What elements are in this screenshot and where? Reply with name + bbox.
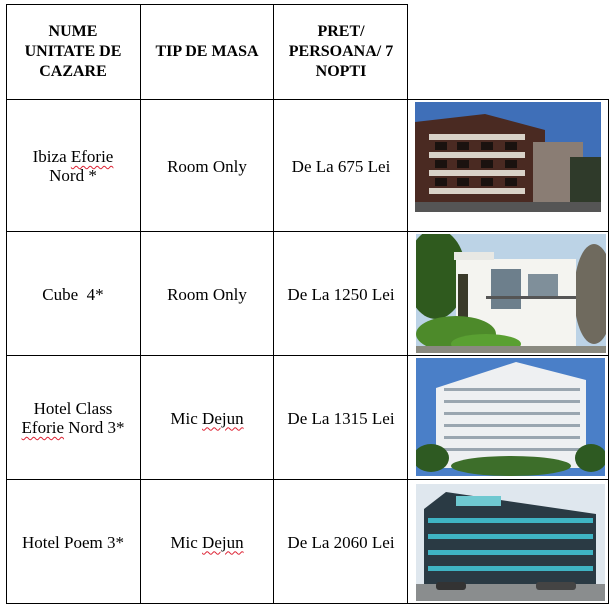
hotel-ibiza-photo <box>415 102 601 212</box>
header-price-text: PRET/ PERSOANA/ 7 NOPTI <box>288 23 394 80</box>
table-border <box>140 4 141 604</box>
table-border <box>6 603 609 604</box>
row1-name-text: Ibiza Eforie Nord * <box>32 147 114 185</box>
row2-price: De La 1250 Lei <box>287 284 395 304</box>
row3-price: De La 1315 Lei <box>287 408 395 428</box>
hotel-cube-photo <box>416 234 606 353</box>
table-border <box>6 355 609 356</box>
row3-name-text: Hotel Class Eforie Nord 3* <box>21 399 125 437</box>
row3-meal: Mic Dejun <box>170 408 244 428</box>
row2-name: Cube 4* <box>42 284 104 304</box>
table-border <box>6 4 408 5</box>
header-name-text: NUME UNITATE DE CAZARE <box>24 23 122 80</box>
row1-meal: Room Only <box>167 156 247 176</box>
table-border <box>6 99 609 100</box>
row2-meal: Room Only <box>167 284 247 304</box>
hotel-class-photo <box>416 358 605 476</box>
table-border <box>6 4 7 604</box>
header-meal <box>140 4 274 100</box>
table-border <box>608 99 609 604</box>
header-meal-text: TIP DE MASA <box>155 43 259 60</box>
row1-name <box>6 100 140 232</box>
hotel-poem-photo <box>416 484 605 601</box>
row4-meal: Mic Dejun <box>170 532 244 552</box>
table-border <box>6 479 609 480</box>
header-name <box>6 4 140 100</box>
row4-name: Hotel Poem 3* <box>22 532 124 552</box>
row3-name <box>6 356 140 480</box>
table-border <box>273 4 274 604</box>
row4-price: De La 2060 Lei <box>287 532 395 552</box>
row1-price: De La 675 Lei <box>291 156 391 176</box>
header-price <box>274 4 408 100</box>
table-border <box>407 4 408 604</box>
table-border <box>6 231 609 232</box>
